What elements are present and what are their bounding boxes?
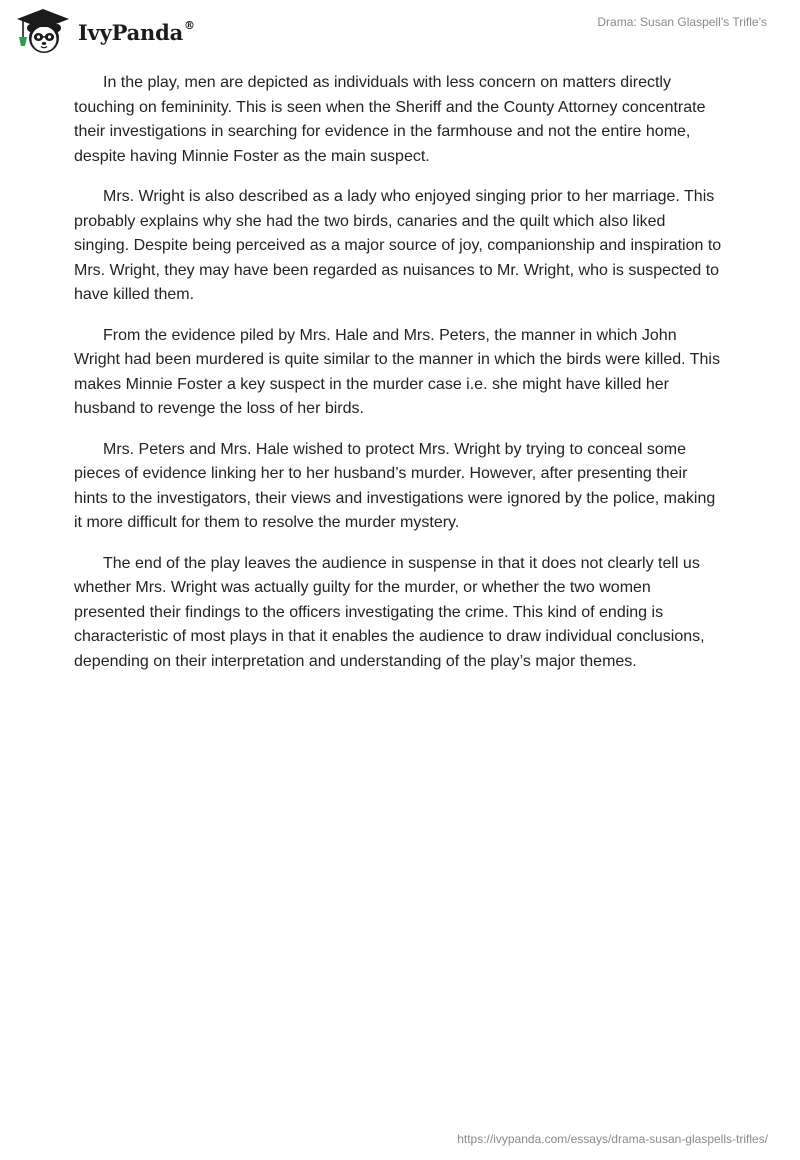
source-url[interactable]: https://ivypanda.com/essays/drama-susan-glaspells-trifles/ [457, 1132, 768, 1146]
page-header [0, 0, 800, 64]
registered-mark: ® [184, 18, 195, 32]
paragraph: The end of the play leaves the audience in suspense in that it does not clearly tell us whether Mrs. Wright was actually guilty for the murder, or whether the two women presented their findings to the officers investigating the crime. This kind of ending is characteristic of most plays in that it enables the audience to draw individual conclusions, depending on their interpretation and understanding of the play’s major themes. [74, 554, 705, 670]
document-title: Drama: Susan Glaspell’s Trifle’s [597, 15, 767, 29]
panda-graduate-icon [14, 6, 72, 56]
brand-name: IvyPanda® [78, 18, 195, 45]
paragraph: Mrs. Peters and Mrs. Hale wished to protect Mrs. Wright by trying to conceal some pieces of evidence linking her to her husband’s murder. However, after presenting their hints to the investigators, their views and investigations were ignored by the police, making it more difficult for them to resolve the murder mystery. [74, 440, 716, 531]
essay-body [74, 71, 724, 690]
paragraph: Mrs. Wright is also described as a lady who enjoyed singing prior to her marriage. This probably explains why she had the two birds, canaries and the quilt which also liked singing. Despite being perceived as a major source of joy, companionship and inspiration to Mrs. Wright, they may have been regarded as nuisances to Mr. Wright, who is suspected to have killed them. [74, 188, 722, 303]
brand-logo[interactable] [14, 6, 195, 56]
paragraph: From the evidence piled by Mrs. Hale and Mrs. Peters, the manner in which John Wright had been murdered is quite similar to the manner in which the birds were killed. This makes Minnie Foster a key suspect in the murder case i.e. she might have killed her husband to revenge the loss of her birds. [74, 326, 720, 417]
paragraph: In the play, men are depicted as individuals with less concern on matters directly touching on femininity. This is seen when the Sheriff and the County Attorney concentrate their investigations in searching for evidence in the farmhouse and not the entire home, despite having Minnie Foster as the main suspect. [74, 74, 706, 165]
